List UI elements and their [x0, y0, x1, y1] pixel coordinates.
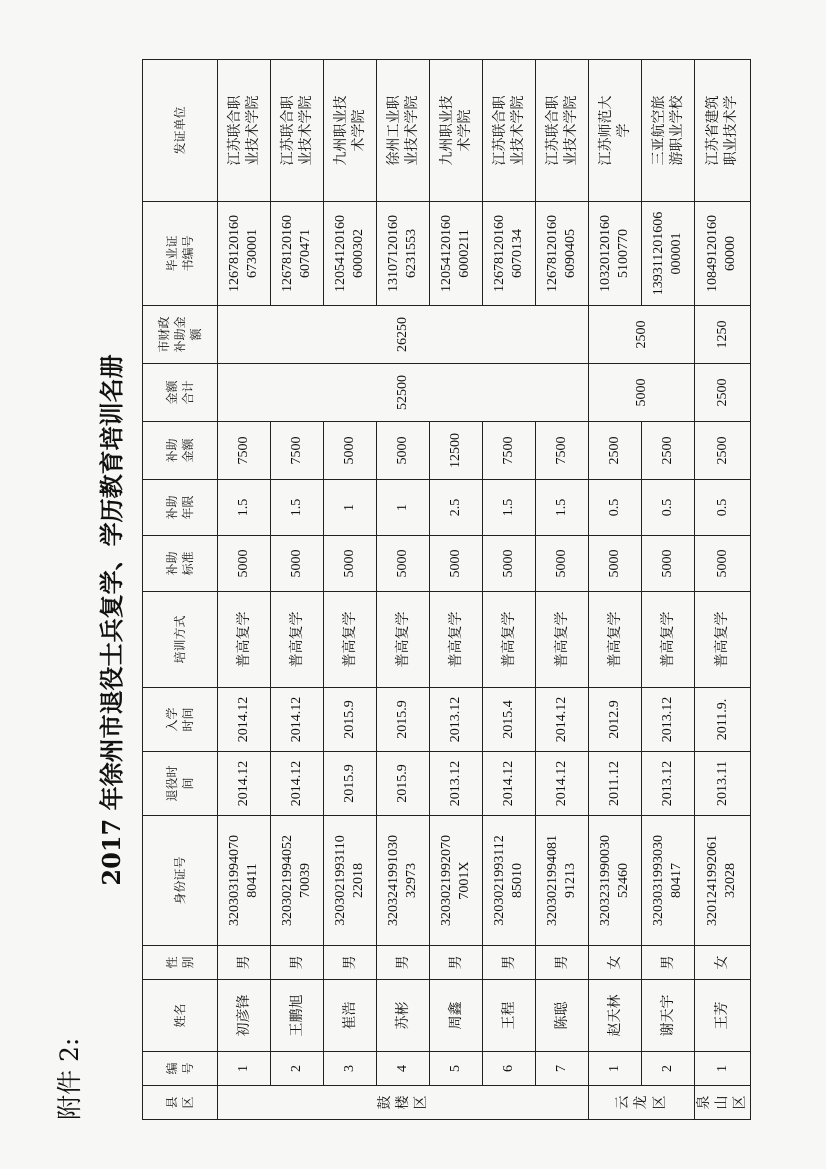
- cell-subsidy-years: 1: [377, 480, 430, 536]
- cell-discharge-time: 2014.12: [483, 752, 536, 816]
- cell-total-amount: 5000: [589, 364, 695, 422]
- cell-name: 赵天林: [589, 980, 642, 1052]
- cell-issuer: 三亚航空旅 游职业学校: [642, 60, 695, 202]
- cell-subsidy-years: 1.5: [536, 480, 589, 536]
- cell-name: 苏彬: [377, 980, 430, 1052]
- cell-gender: 男: [324, 946, 377, 980]
- cell-no: 1: [218, 1052, 271, 1086]
- cell-discharge-time: 2011.12: [589, 752, 642, 816]
- cell-enroll-time: 2015.9: [377, 688, 430, 752]
- cell-subsidy-standard: 5000: [695, 536, 751, 592]
- cell-discharge-time: 2013.11: [695, 752, 751, 816]
- cell-subsidy-years: 1.5: [483, 480, 536, 536]
- cell-subsidy-standard: 5000: [589, 536, 642, 592]
- header-name: 姓名: [143, 980, 218, 1052]
- cell-enroll-time: 2014.12: [536, 688, 589, 752]
- cell-subsidy-standard: 5000: [642, 536, 695, 592]
- cell-issuer: 九州职业技 术学院: [324, 60, 377, 202]
- cell-subsidy-amount: 7500: [536, 422, 589, 480]
- cell-enroll-time: 2013.12: [642, 688, 695, 752]
- cell-cert-no: 12678120160 6070471: [271, 202, 324, 306]
- cell-gender: 女: [589, 946, 642, 980]
- roster-table: [142, 59, 751, 1120]
- header-cert-no: 毕业证 书编号: [143, 202, 218, 306]
- cell-enroll-time: 2015.9: [324, 688, 377, 752]
- header-subsidy-amount: 补助 金额: [143, 422, 218, 480]
- cell-no: 6: [483, 1052, 536, 1086]
- table-row: [642, 60, 695, 1120]
- cell-subsidy-amount: 12500: [430, 422, 483, 480]
- cell-enroll-time: 2014.12: [218, 688, 271, 752]
- cell-id-number: 3203021994081 91213: [536, 816, 589, 946]
- cell-issuer: 江苏联合职 业技术学院: [536, 60, 589, 202]
- cell-gender: 男: [642, 946, 695, 980]
- table-row: [536, 60, 589, 1120]
- cell-subsidy-amount: 7500: [218, 422, 271, 480]
- cell-training-mode: 普高复学: [589, 592, 642, 688]
- cell-county: 泉 山 区: [695, 1086, 751, 1120]
- cell-subsidy-years: 1.5: [218, 480, 271, 536]
- cell-no: 1: [589, 1052, 642, 1086]
- table-row: [271, 60, 324, 1120]
- cell-subsidy-years: 0.5: [695, 480, 751, 536]
- cell-subsidy-years: 1.5: [271, 480, 324, 536]
- cell-discharge-time: 2014.12: [271, 752, 324, 816]
- cell-subsidy-standard: 5000: [324, 536, 377, 592]
- cell-name: 周鑫: [430, 980, 483, 1052]
- header-enroll-time: 入学 时间: [143, 688, 218, 752]
- header-no: 编 号: [143, 1052, 218, 1086]
- table-row: [324, 60, 377, 1120]
- cell-issuer: 徐州工业职 业技术学院: [377, 60, 430, 202]
- cell-no: 2: [271, 1052, 324, 1086]
- header-row: [143, 60, 218, 1120]
- cell-id-number: 3203021994052 70039: [271, 816, 324, 946]
- cell-training-mode: 普高复学: [642, 592, 695, 688]
- cell-gender: 男: [377, 946, 430, 980]
- cell-id-number: 3203031993030 80417: [642, 816, 695, 946]
- cell-training-mode: 普高复学: [271, 592, 324, 688]
- cell-name: 崔浩: [324, 980, 377, 1052]
- cell-subsidy-years: 0.5: [589, 480, 642, 536]
- cell-cert-no: 10849120160 60000: [695, 202, 751, 306]
- cell-name: 初彦锋: [218, 980, 271, 1052]
- cell-id-number: 3203021993112 85010: [483, 816, 536, 946]
- cell-id-number: 3203241991030 32973: [377, 816, 430, 946]
- cell-training-mode: 普高复学: [695, 592, 751, 688]
- cell-subsidy-amount: 7500: [483, 422, 536, 480]
- cell-discharge-time: 2015.9: [324, 752, 377, 816]
- cell-gender: 男: [271, 946, 324, 980]
- cell-discharge-time: 2015.9: [377, 752, 430, 816]
- cell-subsidy-standard: 5000: [483, 536, 536, 592]
- cell-no: 3: [324, 1052, 377, 1086]
- header-id-number: 身份证号: [143, 816, 218, 946]
- cell-cert-no: 12678120160 6070134: [483, 202, 536, 306]
- cell-issuer: 江苏联合职 业技术学院: [483, 60, 536, 202]
- document-title: 2017 年徐州市退役士兵复学、学历教育培训名册: [97, 354, 126, 886]
- table-row: [218, 60, 271, 1120]
- header-issuer: 发证单位: [143, 60, 218, 202]
- header-gender: 性 别: [143, 946, 218, 980]
- cell-gender: 男: [218, 946, 271, 980]
- cell-subsidy-years: 1: [324, 480, 377, 536]
- cell-training-mode: 普高复学: [430, 592, 483, 688]
- table-row: [695, 60, 751, 1120]
- cell-id-number: 3203021993110 22018: [324, 816, 377, 946]
- cell-name: 王鹏旭: [271, 980, 324, 1052]
- cell-no: 4: [377, 1052, 430, 1086]
- cell-name: 王程: [483, 980, 536, 1052]
- cell-issuer: 江苏师范大 学: [589, 60, 642, 202]
- header-subsidy-years: 补助 年限: [143, 480, 218, 536]
- cell-total-amount: 2500: [695, 364, 751, 422]
- header-city-subsidy: 市财政 补助金 额: [143, 306, 218, 364]
- cell-subsidy-amount: 7500: [271, 422, 324, 480]
- cell-discharge-time: 2013.12: [642, 752, 695, 816]
- table-row: [430, 60, 483, 1120]
- cell-subsidy-standard: 5000: [377, 536, 430, 592]
- cell-issuer: 江苏省建筑 职业技术学: [695, 60, 751, 202]
- cell-discharge-time: 2013.12: [430, 752, 483, 816]
- table-row: [589, 60, 642, 1120]
- cell-subsidy-standard: 5000: [536, 536, 589, 592]
- cell-gender: 男: [536, 946, 589, 980]
- cell-subsidy-amount: 2500: [642, 422, 695, 480]
- cell-training-mode: 普高复学: [483, 592, 536, 688]
- cell-discharge-time: 2014.12: [536, 752, 589, 816]
- cell-subsidy-years: 2.5: [430, 480, 483, 536]
- cell-issuer: 江苏联合职 业技术学院: [218, 60, 271, 202]
- cell-city-subsidy: 1250: [695, 306, 751, 364]
- cell-enroll-time: 2011.9.: [695, 688, 751, 752]
- cell-subsidy-standard: 5000: [218, 536, 271, 592]
- cell-id-number: 3203021992070 7001X: [430, 816, 483, 946]
- cell-cert-no: 139311201606 000001: [642, 202, 695, 306]
- cell-training-mode: 普高复学: [377, 592, 430, 688]
- cell-gender: 男: [483, 946, 536, 980]
- cell-cert-no: 12054120160 6000211: [430, 202, 483, 306]
- cell-city-subsidy: 26250: [218, 306, 589, 364]
- cell-enroll-time: 2012.9: [589, 688, 642, 752]
- cell-training-mode: 普高复学: [218, 592, 271, 688]
- cell-no: 5: [430, 1052, 483, 1086]
- cell-no: 2: [642, 1052, 695, 1086]
- cell-name: 陈聪: [536, 980, 589, 1052]
- cell-gender: 男: [430, 946, 483, 980]
- cell-gender: 女: [695, 946, 751, 980]
- cell-no: 1: [695, 1052, 751, 1086]
- cell-cert-no: 12678120160 6730001: [218, 202, 271, 306]
- cell-discharge-time: 2014.12: [218, 752, 271, 816]
- cell-issuer: 江苏联合职 业技术学院: [271, 60, 324, 202]
- header-county: 县 区: [143, 1086, 218, 1120]
- cell-subsidy-amount: 2500: [695, 422, 751, 480]
- cell-id-number: 3203031994070 80411: [218, 816, 271, 946]
- attachment-label: 附件 2:: [55, 1037, 84, 1120]
- cell-name: 王芳: [695, 980, 751, 1052]
- header-total-amount: 金额 合计: [143, 364, 218, 422]
- cell-training-mode: 普高复学: [324, 592, 377, 688]
- cell-subsidy-standard: 5000: [430, 536, 483, 592]
- header-subsidy-standard: 补助 标准: [143, 536, 218, 592]
- cell-training-mode: 普高复学: [536, 592, 589, 688]
- cell-enroll-time: 2015.4: [483, 688, 536, 752]
- cell-issuer: 九州职业技 术学院: [430, 60, 483, 202]
- cell-county: 云 龙 区: [589, 1086, 695, 1120]
- cell-no: 7: [536, 1052, 589, 1086]
- cell-enroll-time: 2013.12: [430, 688, 483, 752]
- cell-subsidy-amount: 5000: [324, 422, 377, 480]
- cell-id-number: 3201241992061 32028: [695, 816, 751, 946]
- cell-subsidy-amount: 5000: [377, 422, 430, 480]
- cell-subsidy-standard: 5000: [271, 536, 324, 592]
- cell-cert-no: 12054120160 6000302: [324, 202, 377, 306]
- cell-cert-no: 10320120160 5100770: [589, 202, 642, 306]
- table-row: [483, 60, 536, 1120]
- document-sheet: [40, 60, 820, 1120]
- cell-enroll-time: 2014.12: [271, 688, 324, 752]
- cell-cert-no: 13107120160 6231553: [377, 202, 430, 306]
- cell-subsidy-years: 0.5: [642, 480, 695, 536]
- cell-name: 谢天宇: [642, 980, 695, 1052]
- roster-body: [218, 60, 751, 1120]
- cell-cert-no: 12678120160 6090405: [536, 202, 589, 306]
- cell-id-number: 3203231990030 52460: [589, 816, 642, 946]
- cell-county: 鼓 楼 区: [218, 1086, 589, 1120]
- header-training-mode: 培训方式: [143, 592, 218, 688]
- cell-subsidy-amount: 2500: [589, 422, 642, 480]
- table-row: [377, 60, 430, 1120]
- cell-total-amount: 52500: [218, 364, 589, 422]
- cell-city-subsidy: 2500: [589, 306, 695, 364]
- header-discharge-time: 退役时 间: [143, 752, 218, 816]
